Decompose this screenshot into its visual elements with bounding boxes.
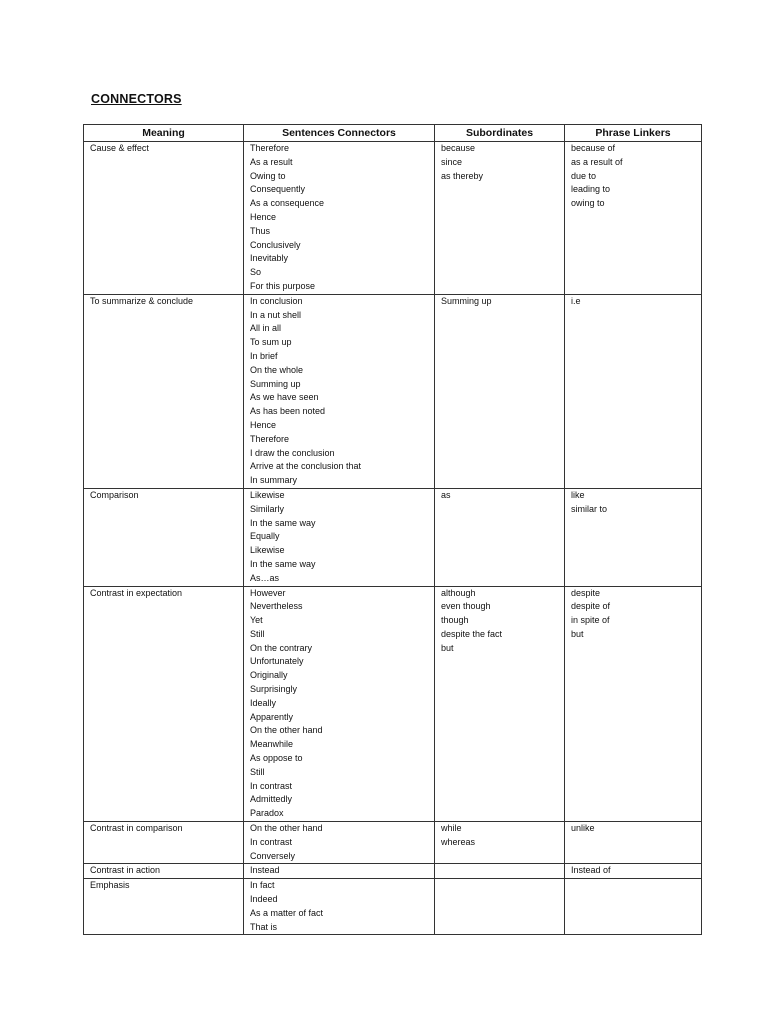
list-item: In the same way [250, 558, 316, 569]
sentences-cell [244, 864, 435, 879]
meaning-label: Cause & effect [90, 143, 149, 153]
list-item: Admittedly [250, 794, 293, 805]
list-item: Conversely [250, 850, 296, 861]
meaning-cell [84, 864, 244, 879]
meaning-label: Contrast in expectation [90, 587, 183, 598]
list-item: Paradox [250, 808, 284, 819]
list-item: Arrive at the conclusion that [250, 461, 362, 472]
header-sentences-connectors: Sentences Connectors [244, 125, 435, 142]
table-row [84, 879, 702, 935]
subordinates-cell [435, 822, 565, 864]
subordinates-cell [435, 864, 565, 879]
list-item: Summing up [250, 378, 301, 389]
list-item: Unfortunately [250, 656, 304, 667]
list-item: In a nut shell [250, 309, 302, 320]
list-item: as [441, 489, 451, 500]
meaning-label: To summarize & conclude [90, 295, 194, 306]
table-row [84, 822, 702, 864]
list-item: As oppose to [250, 753, 303, 764]
list-item: whereas [441, 836, 476, 847]
meaning-cell [84, 294, 244, 488]
sentences-cell [244, 879, 435, 935]
subordinates-cell [435, 586, 565, 822]
table-row [84, 586, 702, 822]
list-item: In fact [250, 880, 275, 891]
list-item: As a matter of fact [250, 907, 324, 918]
meaning-cell [84, 822, 244, 864]
connectors-table [83, 124, 702, 935]
list-item: However [250, 587, 286, 598]
list-item: although [441, 587, 476, 598]
phrase-linkers-cell [565, 142, 702, 295]
header-phrase-linkers: Phrase Linkers [565, 125, 702, 142]
list-item: Nevertheless [250, 601, 303, 612]
sentences-cell [244, 586, 435, 822]
meaning-cell [84, 879, 244, 935]
meaning-label: Comparison [90, 489, 139, 500]
list-item: Apparently [250, 711, 294, 722]
list-item: On the contrary [250, 642, 313, 653]
list-item: since [441, 156, 463, 167]
list-item: As we have seen [250, 392, 319, 403]
list-item: Likewise [250, 489, 285, 500]
list-item: Yet [250, 615, 263, 626]
list-item: but [441, 642, 454, 653]
list-item: i.e [571, 295, 581, 306]
list-item: Still [250, 766, 265, 777]
list-item: Conclusively [250, 239, 301, 250]
list-item: Originally [250, 670, 288, 681]
table-row [84, 864, 702, 879]
list-item: because of [571, 143, 616, 153]
list-item: similar to [571, 503, 608, 514]
list-item: even though [441, 601, 491, 612]
subordinates-cell [435, 879, 565, 935]
list-item: Owing to [250, 170, 286, 181]
list-item: So [250, 267, 262, 278]
list-item: Hence [250, 419, 277, 430]
list-item: but [571, 628, 584, 639]
table-row [84, 294, 702, 488]
list-item: as thereby [441, 170, 484, 181]
list-item: Summing up [441, 295, 492, 306]
list-item: As…as [250, 572, 280, 583]
list-item: On the whole [250, 364, 304, 375]
sentences-cell [244, 294, 435, 488]
phrase-linkers-cell [565, 294, 702, 488]
list-item: Likewise [250, 545, 285, 556]
list-item: despite the fact [441, 628, 503, 639]
list-item: Hence [250, 211, 277, 222]
list-item: As a result [250, 156, 293, 167]
list-item: due to [571, 170, 597, 181]
list-item: To sum up [250, 337, 292, 348]
list-item: Therefore [250, 433, 290, 444]
meaning-cell [84, 142, 244, 295]
meaning-label: Contrast in comparison [90, 823, 183, 834]
list-item: because [441, 143, 476, 153]
list-item: leading to [571, 184, 611, 195]
list-item: Indeed [250, 894, 278, 905]
list-item: As a consequence [250, 198, 325, 209]
list-item: Similarly [250, 503, 285, 514]
table-row [84, 142, 702, 295]
list-item: Therefore [250, 143, 290, 153]
list-item: as a result of [571, 156, 623, 167]
list-item: while [441, 823, 462, 834]
table-body [84, 142, 702, 935]
subordinates-cell [435, 488, 565, 586]
meaning-label: Emphasis [90, 880, 130, 891]
subordinates-cell [435, 294, 565, 488]
header-subordinates: Subordinates [435, 125, 565, 142]
phrase-linkers-cell [565, 879, 702, 935]
list-item: In contrast [250, 780, 293, 791]
list-item: Ideally [250, 697, 277, 708]
subordinates-cell [435, 142, 565, 295]
meaning-cell [84, 586, 244, 822]
list-item: unlike [571, 823, 595, 834]
list-item: though [441, 615, 469, 626]
meaning-cell [84, 488, 244, 586]
page-title: CONNECTORS [91, 92, 182, 106]
list-item: owing to [571, 198, 605, 209]
list-item: On the other hand [250, 725, 323, 736]
list-item: Inevitably [250, 253, 289, 264]
list-item: Instead of [571, 865, 611, 876]
list-item: In summary [250, 475, 298, 486]
list-item: like [571, 489, 585, 500]
list-item: Still [250, 628, 265, 639]
list-item: For this purpose [250, 280, 316, 291]
phrase-linkers-cell [565, 864, 702, 879]
list-item: Instead [250, 865, 280, 876]
list-item: Equally [250, 531, 280, 542]
phrase-linkers-cell [565, 488, 702, 586]
list-item: I draw the conclusion [250, 447, 335, 458]
list-item: In the same way [250, 517, 316, 528]
list-item: in spite of [571, 615, 610, 626]
list-item: Thus [250, 225, 271, 236]
table-header-row [84, 125, 702, 142]
list-item: Surprisingly [250, 684, 298, 695]
phrase-linkers-cell [565, 586, 702, 822]
sentences-cell [244, 822, 435, 864]
list-item: On the other hand [250, 823, 323, 834]
list-item: In conclusion [250, 295, 303, 306]
list-item: Consequently [250, 184, 306, 195]
sentences-cell [244, 142, 435, 295]
list-item: Meanwhile [250, 739, 294, 750]
phrase-linkers-cell [565, 822, 702, 864]
list-item: In contrast [250, 836, 293, 847]
header-meaning: Meaning [84, 125, 244, 142]
list-item: despite of [571, 601, 611, 612]
list-item: That is [250, 921, 278, 932]
list-item: In brief [250, 350, 278, 361]
table-row [84, 488, 702, 586]
list-item: All in all [250, 323, 282, 334]
list-item: despite [571, 587, 601, 598]
meaning-label: Contrast in action [90, 865, 161, 876]
sentences-cell [244, 488, 435, 586]
list-item: As has been noted [250, 406, 326, 417]
